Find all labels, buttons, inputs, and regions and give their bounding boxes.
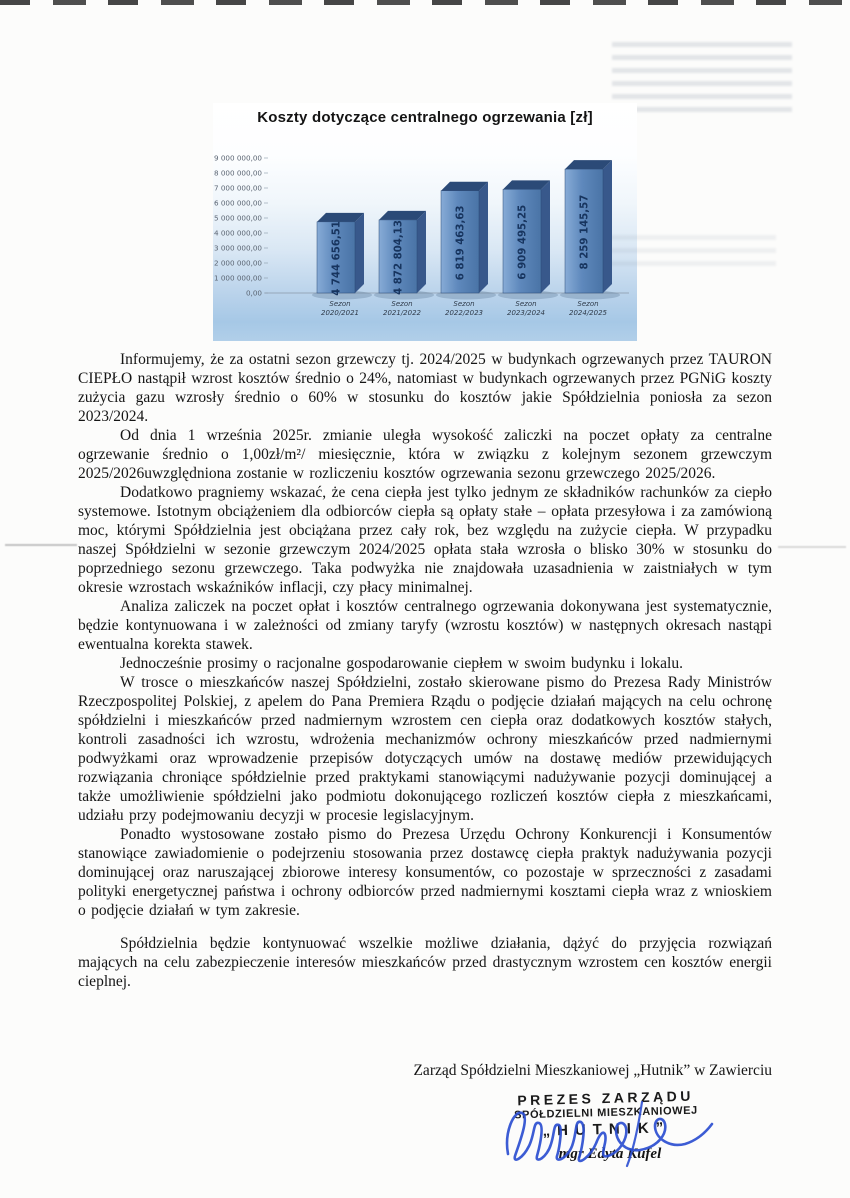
closing-line: Zarząd Spółdzielni Mieszkaniowej „Hutnik” w Zawierciu (413, 1062, 772, 1079)
signer-name: mgr Edyta Kufel (558, 1146, 662, 1162)
svg-text:4 872 804,13: 4 872 804,13 (393, 220, 405, 295)
svg-text:1 000 000,00: 1 000 000,00 (213, 273, 262, 283)
svg-text:8 000 000,00: 8 000 000,00 (213, 168, 262, 178)
paragraph-fixed-fees: Dodatkowo pragniemy wskazać, że cena ciepła jest tylko jednym ze składników rachunków za ciepło systemowe. Istotnym obciążeniem dla odbiorców ciepła są opłaty stałe – opłata przesyłowa i za zamówioną moc, którymi Spółdzielnia jest obciążana przez cały rok, bez względu na zużycie ciepła. W przypadku naszej Spółdzielni w sezonie grzewczym 2024/2025 opłata stała wzrosła o blisko 30% w stosunku do poprzedniego sezonu grzewczego. Taka podwyżka nie znajdowała uzasadnienia w zaistniałych w tym okresie wzrostach wskaźników inflacji, czy płacy minimalnej. (78, 484, 772, 596)
scan-edge-artifact (0, 0, 850, 5)
svg-text:6 909 495,25: 6 909 495,25 (517, 204, 529, 280)
svg-text:Sezon2024/2025: Sezon 2024/2025 (569, 300, 607, 317)
paragraph-letter-to-prime-minister: W trosce o mieszkańców naszej Spółdzielni, zostało skierowane pismo do Prezesa Rady Ministrów Rzeczpospolitej Polskiej, z apelem do Pana Premiera Rządu o podjęcie działań mających na celu ochronę spółdzielni i mieszkańców przed nadmiernym wzrostem cen ciepła oraz dodatkowych kosztów stałych, kontroli zasadności ich wzrostu, wdrożenia mechanizmów ochrony mieszkańców przed nadmiernymi podwyżkami oraz wprowadzenie przepisów dotyczących umów na dostawę mediów przewidujących rozwiązania chroniące spółdzielnie przed praktykami stanowiącymi nadużywanie pozycji dominującej a także umożliwienie spółdzielni jako podmiotu dokonującego rozliczeń kosztów ciepła z mieszkańcami, udziału przy podejmowaniu decyzji w procesie legislacyjnym. (78, 674, 772, 824)
svg-text:Sezon2022/2023: Sezon 2022/2023 (445, 300, 483, 317)
bar-chart-canvas (213, 103, 637, 341)
fold-mark-right (778, 546, 846, 548)
svg-text:6 000 000,00: 6 000 000,00 (213, 198, 262, 208)
letter-body (78, 350, 772, 991)
svg-text:4 744 656,51: 4 744 656,51 (331, 221, 343, 296)
svg-text:2 000 000,00: 2 000 000,00 (213, 258, 262, 268)
svg-text:9 000 000,00: 9 000 000,00 (213, 153, 262, 163)
stamp-organization: SPÓŁDZIELNI MIESZKANIOWEJ (514, 1104, 698, 1122)
paragraph-rational-use-request: Jednocześnie prosimy o racjonalne gospodarowanie ciepłem w swoim budynku i lokalu. (120, 655, 683, 672)
svg-text:4 000 000,00: 4 000 000,00 (213, 228, 262, 238)
fold-mark-left (5, 544, 77, 546)
paragraph-advance-payment-change: Od dnia 1 września 2025r. zmianie uległa wysokość zaliczki na poczet opłaty za centralne ogrzewanie średnio o 1,00zł/m²/ miesięcznie, która w związku z kolejnym sezonem grzewczym 2025/2026uwzględniona zostanie w rozliczeniu kosztów ogrzewania sezonu grzewczego 2025/2026. (78, 427, 772, 482)
svg-text:Sezon2020/2021: Sezon 2020/2021 (321, 300, 359, 317)
stamp-brand-name: „HUTNIK” (542, 1119, 671, 1140)
paragraph-letter-to-uokik: Ponadto wystosowane zostało pismo do Prezesa Urzędu Ochrony Konkurencji i Konsumentów stanowiące zawiadomienie o podejrzeniu stosowania przez dostawcę ciepła praktyk nadużywania pozycji dominującej oraz naruszającej zbiorowe interesy konsumentów, co pozostaje w sprzeczności z zasadami polityki energetycznej państwa i ochrony odbiorców przed nadmiernymi kosztami ciepła wraz z wnioskiem o podjęcie działań w tym zakresie. (78, 826, 772, 919)
svg-text:8 259 145,57: 8 259 145,57 (579, 194, 591, 270)
svg-text:6 819 463,63: 6 819 463,63 (455, 205, 467, 281)
paragraph-heating-cost-increase: Informujemy, że za ostatni sezon grzewczy tj. 2024/2025 w budynkach ogrzewanych przez TAURON CIEPŁO nastąpił wzrost kosztów średnio o 24%, natomiast w budynkach ogrzewanych przez PGNiG koszty zużycia gazu wzrosły średnio o 60% w stosunku do kosztów jakie Spółdzielnia poniosła za sezon 2023/2024. (78, 351, 772, 425)
heating-costs-chart (213, 103, 637, 341)
stamp-title: PREZES ZARZĄDU (517, 1087, 695, 1109)
svg-text:Sezon2021/2022: Sezon 2021/2022 (383, 300, 421, 317)
paragraph-future-actions: Spółdzielnia będzie kontynuować wszelkie możliwe działania, dążyć do przyjęcia rozwiązań mających na celu zabezpieczenie interesów mieszkańców przed drastycznym wzrostem cen kosztów energii cieplnej. (78, 935, 772, 990)
handwritten-signature (492, 1096, 730, 1168)
svg-text:5 000 000,00: 5 000 000,00 (213, 213, 262, 223)
svg-text:3 000 000,00: 3 000 000,00 (213, 243, 262, 253)
paragraph-rate-analysis: Analiza zaliczek na poczet opłat i kosztów centralnego ogrzewania dokonywana jest systematycznie, będzie kontynuowana i w zależności od zmiany taryfy (wzrostu kosztów) w następnych okresach nastąpi ewentualna korekta stawek. (78, 598, 772, 653)
svg-text:Sezon2023/2024: Sezon 2023/2024 (507, 300, 545, 317)
bleed-through-artifact (612, 42, 792, 114)
svg-text:0,00: 0,00 (245, 288, 262, 298)
chart-title: Koszty dotyczące centralnego ogrzewania [zł] (257, 109, 593, 126)
svg-text:7 000 000,00: 7 000 000,00 (213, 183, 262, 193)
